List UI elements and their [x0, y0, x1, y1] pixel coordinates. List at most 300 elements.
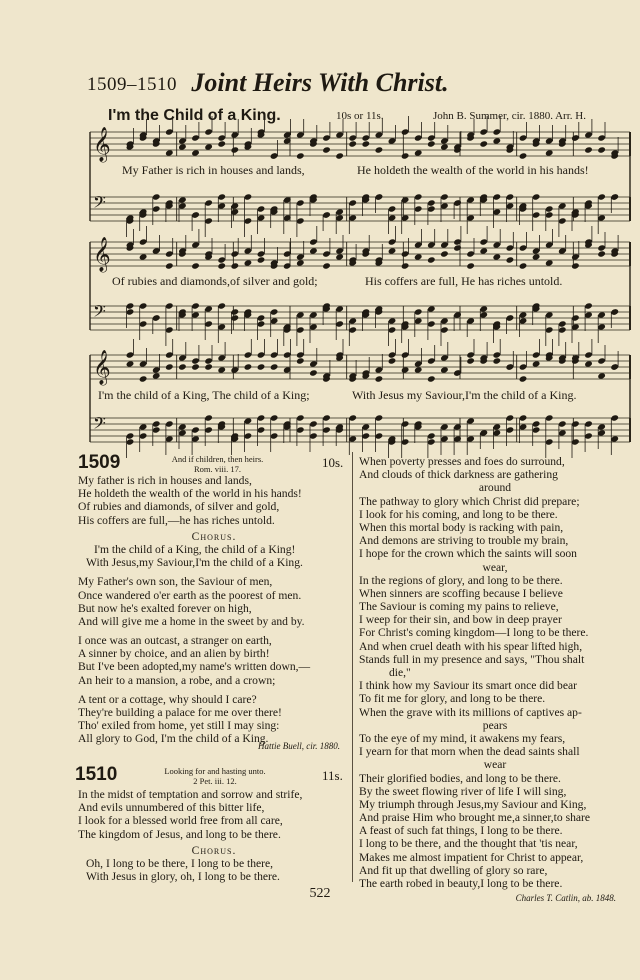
note-head: [165, 326, 174, 333]
note-head: [152, 366, 161, 373]
note-head: [217, 140, 226, 147]
note-head: [270, 351, 279, 358]
note-head: [322, 134, 331, 141]
note-head: [427, 305, 436, 312]
note-head: [427, 256, 436, 263]
note-head: [532, 351, 541, 358]
note-head: [126, 351, 135, 358]
note-head: [466, 250, 475, 257]
hymn-1510-meter: 11s.: [322, 768, 343, 783]
note-head: [231, 202, 240, 209]
note-head: [257, 214, 266, 221]
note-head: [204, 320, 213, 327]
note-head: [401, 128, 410, 135]
note-head: [178, 202, 187, 209]
note-head: [191, 363, 200, 370]
note-head: [519, 363, 528, 370]
note-head: [139, 253, 148, 260]
tune-meter: 10s or 11s.: [336, 110, 384, 122]
tune-composer: John B. Summer, cir. 1880. Arr. H.: [433, 110, 586, 122]
note-head: [362, 423, 371, 430]
note-head: [545, 137, 554, 144]
note-head: [440, 143, 449, 150]
note-head: [217, 354, 226, 361]
note-head: [309, 247, 318, 254]
note-head: [466, 214, 475, 221]
note-head: [401, 262, 410, 269]
note-head: [545, 205, 554, 212]
note-head: [139, 360, 148, 367]
note-head: [506, 426, 515, 433]
note-head: [231, 366, 240, 373]
note-head: [257, 426, 266, 433]
note-head: [309, 369, 318, 376]
note-head: [519, 414, 528, 421]
note-head: [388, 317, 397, 324]
hymn-1509-note: And if children, then heirs. Rom. viii. 17.: [171, 454, 264, 474]
note-head: [165, 363, 174, 370]
note-head: [545, 149, 554, 156]
note-head: [165, 420, 174, 427]
note-head: [466, 351, 475, 358]
note-head: [309, 323, 318, 330]
music-lyric-1b: He holdeth the wealth of the world in his hands!: [357, 163, 589, 177]
note-head: [506, 414, 515, 421]
note-head: [466, 262, 475, 269]
note-head: [335, 152, 344, 159]
note-head: [401, 152, 410, 159]
note-head: [427, 205, 436, 212]
note-head: [126, 302, 135, 309]
note-head: [414, 308, 423, 315]
note-head: [217, 193, 226, 200]
note-head: [244, 247, 253, 254]
note-head: [191, 134, 200, 141]
note-head: [335, 247, 344, 254]
note-head: [440, 423, 449, 430]
note-head: [244, 259, 253, 266]
note-head: [584, 432, 593, 439]
note-head: [597, 250, 606, 257]
note-head: [191, 302, 200, 309]
note-head: [532, 247, 541, 254]
note-head: [414, 134, 423, 141]
note-head: [348, 214, 357, 221]
note-head: [440, 326, 449, 333]
note-head: [440, 354, 449, 361]
note-head: [257, 363, 266, 370]
note-head: [440, 193, 449, 200]
note-head: [597, 193, 606, 200]
note-head: [571, 262, 580, 269]
note-head: [584, 351, 593, 358]
note-head: [322, 250, 331, 257]
note-head: [139, 375, 148, 382]
note-head: [178, 363, 187, 370]
hymn-1510-continued: When poverty presses and foes do surround, And clouds of thick darkness are gathering around The pathway to glory which Christ did prepare; I look for his coming, and long to be there. When this mortal body is racking with pain, And demons are striving to trouble my brain, I hope for the crown which the saints will soon wear, In the regions of glory, and long to be there. When sinners are scoffing because I believe The Saviour is coming my pains to relieve, I weep for their sin, and bow in deep prayer For Christ's coming kingdom—I long to be there. And when cruel death with his spear lifted high, Stands full in my presence and says, "Thou shalt die," I think how my Saviour its smart once did bear To fit me for glory, and long to be there. When the grave with its millions of captives ap- pears To the eye of my mind, it awakens my fears, I yearn for that morn when the dead saints shall wear Their glorified bodies, and long to be there. By the sweet flowing river of life I will sing, My triumph through Jesus,my Saviour and King, And praise Him who brought me,a sinner,to share A feast of such fat things, I long to be there. I long to be there, and the thought that 'tis near, Makes me almost impatient for Christ to appear, And fit up that dwelling of glory so rare, The earth robed in beauty,I long to be there.: [359, 455, 591, 890]
note-head: [427, 357, 436, 364]
treble-clef-icon: 𝄞: [93, 237, 111, 272]
note-head: [152, 205, 161, 212]
note-head: [348, 317, 357, 324]
note-head: [296, 217, 305, 224]
note-head: [375, 414, 384, 421]
note-head: [152, 426, 161, 433]
note-head: [204, 357, 213, 364]
note-head: [296, 259, 305, 266]
note-head: [545, 241, 554, 248]
note-head: [466, 317, 475, 324]
note-head: [322, 426, 331, 433]
note-head: [427, 199, 436, 206]
note-head: [414, 241, 423, 248]
note-head: [375, 375, 384, 382]
note-head: [217, 256, 226, 263]
note-head: [191, 357, 200, 364]
note-head: [440, 317, 449, 324]
note-head: [375, 131, 384, 138]
note-head: [558, 202, 567, 209]
note-head: [204, 143, 213, 150]
note-head: [244, 417, 253, 424]
note-head: [388, 205, 397, 212]
note-head: [126, 432, 135, 439]
note-head: [493, 423, 502, 430]
note-head: [506, 202, 515, 209]
bass-clef-icon: 𝄢: [93, 192, 106, 216]
note-head: [126, 360, 135, 367]
note-head: [348, 326, 357, 333]
note-head: [401, 351, 410, 358]
note-head: [257, 314, 266, 321]
bass-clef-icon: 𝄢: [93, 413, 106, 437]
note-head: [506, 244, 515, 251]
note-head: [414, 360, 423, 367]
note-head: [335, 208, 344, 215]
note-head: [597, 244, 606, 251]
note-head: [571, 253, 580, 260]
note-head: [296, 426, 305, 433]
hymn-numbers: 1509–1510: [87, 74, 177, 95]
hymn-1510-text: In the midst of temptation and sorrow and strife, And evils unnumbered of this bitter life, I look for a blessed world free from all care, The kingdom of Jesus, and long to be there. Chorus. Oh, I long to be there, I long to be there, With Jesus in glory, oh, I long to be there.: [78, 788, 303, 884]
note-head: [427, 438, 436, 445]
note-head: [270, 363, 279, 370]
note-head: [414, 149, 423, 156]
note-head: [453, 238, 462, 245]
note-head: [440, 435, 449, 442]
note-head: [519, 311, 528, 318]
note-head: [152, 372, 161, 379]
note-head: [178, 137, 187, 144]
note-head: [427, 241, 436, 248]
note-head: [178, 429, 187, 436]
note-head: [309, 360, 318, 367]
note-head: [388, 357, 397, 364]
note-head: [217, 302, 226, 309]
note-head: [414, 253, 423, 260]
note-head: [545, 259, 554, 266]
music-lyric-2a: Of rubies and diamonds,of silver and gold;: [112, 274, 318, 288]
note-head: [414, 205, 423, 212]
music-lyric-3b: With Jesus my Saviour,I'm the child of a King.: [352, 388, 577, 402]
note-head: [231, 262, 240, 269]
note-head: [597, 429, 606, 436]
note-head: [309, 420, 318, 427]
note-head: [558, 420, 567, 427]
note-head: [322, 146, 331, 153]
note-head: [519, 152, 528, 159]
note-head: [178, 196, 187, 203]
note-head: [362, 134, 371, 141]
tune-title: I'm the Child of a King.: [108, 107, 281, 124]
note-head: [362, 140, 371, 147]
note-head: [610, 308, 619, 315]
note-head: [217, 366, 226, 373]
note-head: [217, 323, 226, 330]
note-head: [440, 250, 449, 257]
note-head: [165, 435, 174, 442]
hymn-1510-note: Looking for and hasting unto. 2 Pet. iii. 12.: [164, 766, 266, 786]
note-head: [479, 429, 488, 436]
note-head: [584, 360, 593, 367]
note-head: [231, 314, 240, 321]
column-divider: [352, 452, 353, 882]
note-head: [388, 214, 397, 221]
note-head: [388, 326, 397, 333]
note-head: [296, 311, 305, 318]
note-head: [610, 435, 619, 442]
note-head: [348, 140, 357, 147]
note-head: [231, 250, 240, 257]
note-head: [178, 354, 187, 361]
note-head: [165, 250, 174, 257]
note-head: [466, 417, 475, 424]
note-head: [597, 357, 606, 364]
hymn-1509-meter: 10s.: [322, 455, 344, 470]
note-head: [532, 360, 541, 367]
note-head: [178, 423, 187, 430]
note-head: [296, 414, 305, 421]
note-head: [296, 199, 305, 206]
note-head: [388, 238, 397, 245]
note-head: [610, 414, 619, 421]
note-head: [375, 366, 384, 373]
note-head: [545, 326, 554, 333]
hymn-1510-attribution: Charles T. Catlin, ab. 1848.: [515, 893, 616, 903]
note-head: [191, 311, 200, 318]
note-head: [597, 372, 606, 379]
note-head: [493, 193, 502, 200]
note-head: [597, 134, 606, 141]
note-head: [584, 420, 593, 427]
note-head: [322, 414, 331, 421]
note-head: [545, 438, 554, 445]
note-head: [257, 351, 266, 358]
note-head: [584, 311, 593, 318]
note-head: [479, 247, 488, 254]
note-head: [204, 363, 213, 370]
note-head: [257, 205, 266, 212]
note-head: [558, 326, 567, 333]
note-head: [506, 363, 515, 370]
note-head: [401, 420, 410, 427]
note-head: [309, 238, 318, 245]
note-head: [558, 247, 567, 254]
note-head: [493, 208, 502, 215]
note-head: [479, 238, 488, 245]
note-head: [152, 247, 161, 254]
note-head: [532, 193, 541, 200]
note-head: [335, 320, 344, 327]
note-head: [270, 317, 279, 324]
note-head: [152, 193, 161, 200]
note-head: [545, 311, 554, 318]
note-head: [204, 414, 213, 421]
note-head: [191, 426, 200, 433]
note-head: [506, 193, 515, 200]
note-head: [493, 429, 502, 436]
hymn-1510-number: 1510: [75, 764, 118, 785]
note-head: [204, 305, 213, 312]
note-head: [571, 438, 580, 445]
note-head: [231, 308, 240, 315]
note-head: [204, 128, 213, 135]
note-head: [493, 253, 502, 260]
note-head: [231, 208, 240, 215]
note-head: [191, 435, 200, 442]
note-head: [519, 134, 528, 141]
note-head: [257, 256, 266, 263]
note-head: [519, 317, 528, 324]
note-head: [479, 311, 488, 318]
note-head: [231, 131, 240, 138]
note-head: [335, 305, 344, 312]
note-head: [309, 432, 318, 439]
note-head: [571, 420, 580, 427]
treble-clef-icon: 𝄞: [93, 350, 111, 385]
note-head: [126, 438, 135, 445]
note-head: [401, 196, 410, 203]
note-head: [597, 146, 606, 153]
page-number: 522: [309, 886, 331, 901]
note-head: [178, 143, 187, 150]
note-head: [191, 241, 200, 248]
note-head: [335, 214, 344, 221]
note-head: [322, 211, 331, 218]
note-head: [217, 134, 226, 141]
note-head: [139, 320, 148, 327]
note-head: [270, 152, 279, 159]
note-head: [493, 351, 502, 358]
note-head: [375, 146, 384, 153]
note-head: [401, 250, 410, 257]
note-head: [610, 363, 619, 370]
note-head: [257, 320, 266, 327]
note-head: [440, 137, 449, 144]
note-head: [466, 196, 475, 203]
note-head: [519, 423, 528, 430]
note-head: [440, 366, 449, 373]
note-head: [348, 414, 357, 421]
note-head: [493, 137, 502, 144]
note-head: [322, 262, 331, 269]
music-lyric-1a: My Father is rich in houses and lands,: [122, 163, 305, 177]
note-head: [257, 250, 266, 257]
note-head: [296, 152, 305, 159]
note-head: [427, 134, 436, 141]
note-head: [191, 211, 200, 218]
note-head: [335, 253, 344, 260]
note-head: [532, 426, 541, 433]
note-head: [466, 357, 475, 364]
note-head: [479, 305, 488, 312]
note-head: [506, 256, 515, 263]
section-title: Joint Heirs With Christ.: [191, 68, 449, 97]
note-head: [453, 435, 462, 442]
note-head: [414, 193, 423, 200]
note-head: [270, 308, 279, 315]
note-head: [244, 363, 253, 370]
note-head: [165, 302, 174, 309]
note-head: [519, 375, 528, 382]
note-head: [571, 323, 580, 330]
note-head: [558, 429, 567, 436]
note-head: [244, 351, 253, 358]
note-head: [152, 314, 161, 321]
note-head: [519, 244, 528, 251]
note-head: [597, 323, 606, 330]
note-head: [545, 414, 554, 421]
note-head: [493, 357, 502, 364]
note-head: [296, 131, 305, 138]
note-head: [414, 366, 423, 373]
note-head: [493, 128, 502, 135]
note-head: [362, 432, 371, 439]
note-head: [244, 193, 253, 200]
note-head: [427, 432, 436, 439]
note-head: [401, 366, 410, 373]
note-head: [257, 414, 266, 421]
note-head: [401, 438, 410, 445]
note-head: [348, 435, 357, 442]
note-head: [479, 140, 488, 147]
note-head: [571, 314, 580, 321]
note-head: [244, 217, 253, 224]
note-head: [453, 311, 462, 318]
note-head: [532, 420, 541, 427]
note-head: [388, 137, 397, 144]
note-head: [309, 311, 318, 318]
note-head: [453, 423, 462, 430]
note-head: [348, 199, 357, 206]
note-head: [571, 134, 580, 141]
note-head: [453, 199, 462, 206]
note-head: [584, 302, 593, 309]
hymn-1509-text: My father is rich in houses and lands, He holdeth the wealth of the world in his hands! Of rubies and diamonds, of silver and gold, His coffers are full,—he has riches untold. Chorus. I'm the child of a King, the child of a King! With Jesus,my Saviour,I'm the child of a King. My Father's own son, the Saviour of men, Once wandered o'er earth as the poorest of men. But now he's exalted forever on high, And will give me a home in the sweet by and by. I once was an outcast, a stranger on earth, A sinner by choice, and an alien by birth! But I've been adopted,my name's written down,— An heir to a mansion, a robe, and a crown; A tent or a cottage, why should I care? They're building a palace for me over there! Tho' exiled from home, yet still I may sing: All glory to God, I'm the child of a King.: [78, 474, 311, 746]
note-head: [296, 357, 305, 364]
note-head: [244, 432, 253, 439]
note-head: [545, 211, 554, 218]
note-head: [375, 432, 384, 439]
note-head: [296, 326, 305, 333]
note-head: [139, 302, 148, 309]
note-head: [204, 426, 213, 433]
note-head: [191, 149, 200, 156]
note-head: [519, 262, 528, 269]
note-head: [335, 131, 344, 138]
note-head: [466, 435, 475, 442]
note-head: [126, 308, 135, 315]
